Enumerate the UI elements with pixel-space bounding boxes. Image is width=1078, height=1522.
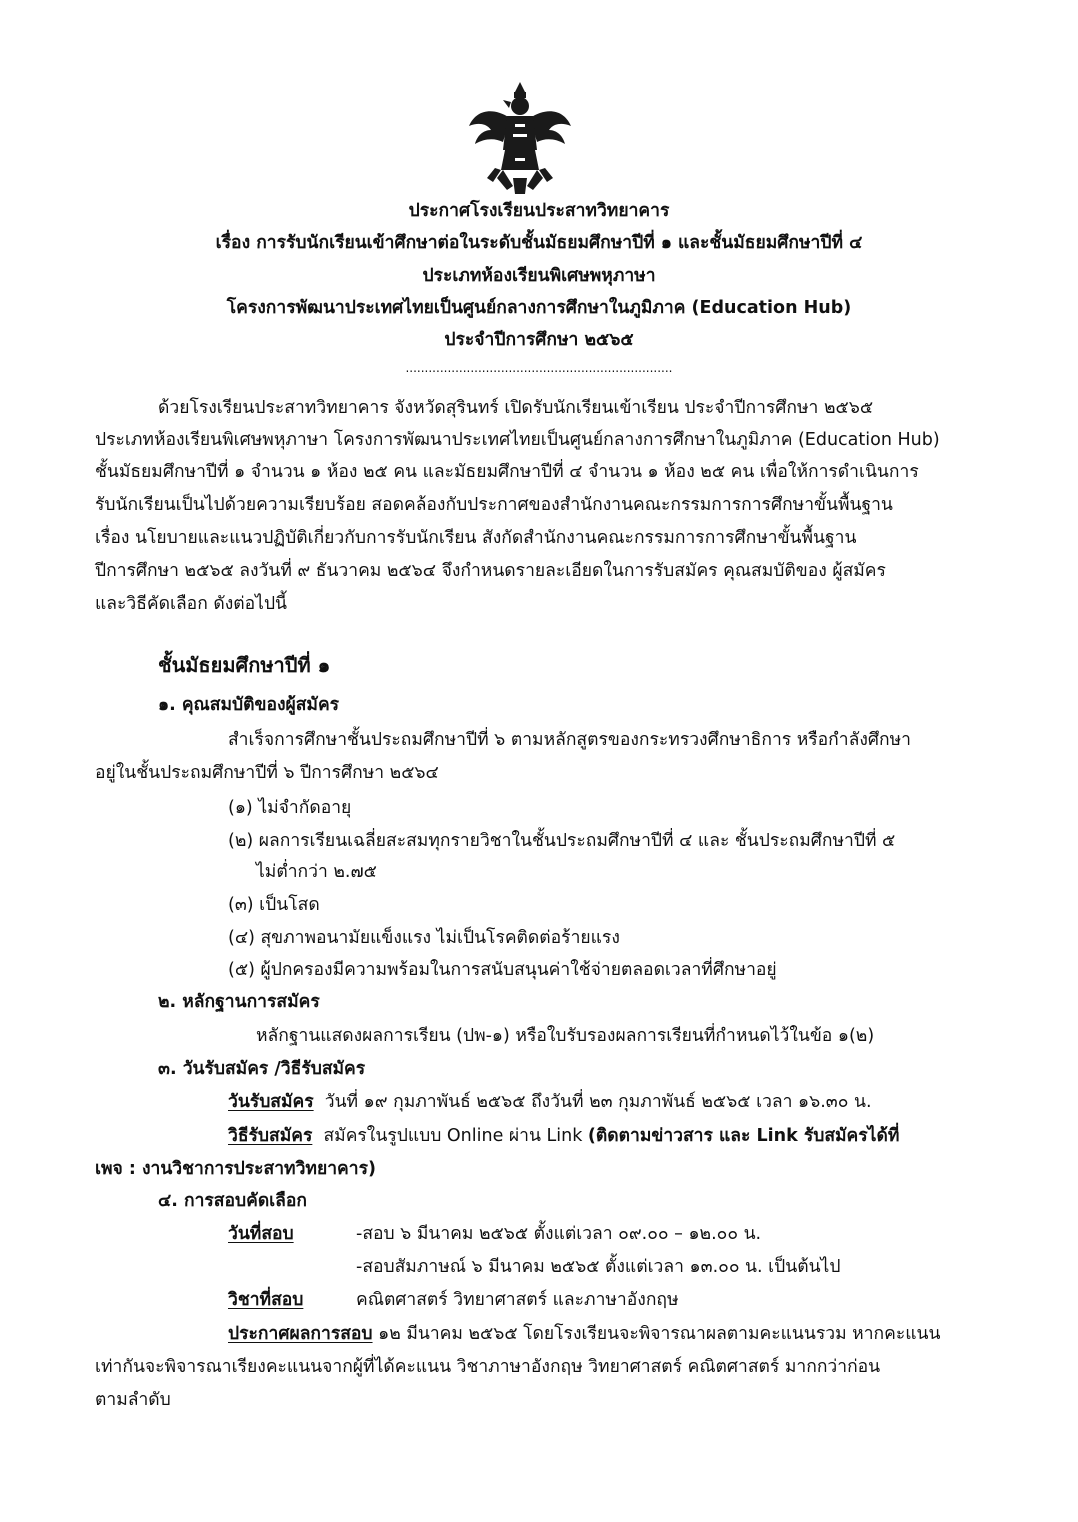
registration-method-page: เพจ : งานวิชาการประสาทวิทยาคาร) xyxy=(95,1159,376,1179)
qualification-item: (๔) สุขภาพอนามัยแข็งแรง ไม่เป็นโรคติดต่อร้ายแรง xyxy=(228,928,620,948)
academic-year: ประจำปีการศึกษา ๒๕๖๕ xyxy=(444,330,634,350)
evidence-title: ๒. หลักฐานการสมัคร xyxy=(158,992,320,1012)
intro-line: ชั้นมัธยมศึกษาปีที่ ๑ จำนวน ๑ ห้อง ๒๕ คน และมัธยมศึกษาปีที่ ๔ จำนวน ๑ ห้อง ๒๕ คน เพื่อให้การดำเนินการ xyxy=(95,462,919,482)
qualification-item: (๑) ไม่จำกัดอายุ xyxy=(228,798,352,818)
qualification-item: (๕) ผู้ปกครองมีความพร้อมในการสนับสนุนค่าใช้จ่ายตลอดเวลาที่ศึกษาอยู่ xyxy=(228,960,777,980)
exam-title: ๔. การสอบคัดเลือก xyxy=(158,1191,307,1211)
exam-result-text: ๑๒ มีนาคม ๒๕๖๕ โดยโรงเรียนจะพิจารณาผลตามคะแนนรวม หากคะแนน xyxy=(372,1324,941,1344)
garuda-emblem-icon xyxy=(465,78,575,198)
exam-date-line: -สอบ ๖ มีนาคม ๒๕๖๕ ตั้งแต่เวลา ๐๙.๐๐ – ๑๒.๐๐ น. xyxy=(356,1224,762,1244)
qualification-item: ไม่ต่ำกว่า ๒.๗๕ xyxy=(256,862,377,882)
exam-result-line: ตามลำดับ xyxy=(95,1390,171,1410)
exam-result-line: เท่ากันจะพิจารณาเรียงคะแนนจากผู้ที่ได้คะแนน วิชาภาษาอังกฤษ วิทยาศาสตร์ คณิตศาสตร์ มากกว่าก่อน xyxy=(95,1357,881,1377)
registration-date-text: วันที่ ๑๙ กุมภาพันธ์ ๒๕๖๕ ถึงวันที่ ๒๓ กุมภาพันธ์ ๒๕๖๕ เวลา ๑๖.๓๐ น. xyxy=(324,1092,872,1112)
intro-line: และวิธีคัดเลือก ดังต่อไปนี้ xyxy=(95,594,288,614)
registration-method-text: สมัครในรูปแบบ Online ผ่าน Link xyxy=(323,1126,583,1146)
qualifications-title: ๑. คุณสมบัติของผู้สมัคร xyxy=(158,695,340,715)
intro-line: ด้วยโรงเรียนประสาทวิทยาคาร จังหวัดสุรินทร์ เปิดรับนักเรียนเข้าเรียน ประจำปีการศึกษา ๒๕๖๕ xyxy=(158,398,874,418)
room-type: ประเภทห้องเรียนพิเศษพหุภาษา xyxy=(422,266,656,286)
registration-method-row xyxy=(228,1128,899,1146)
qualifications-text: อยู่ในชั้นประถมศึกษาปีที่ ๖ ปีการศึกษา ๒๕๖๔ xyxy=(95,763,439,783)
registration-method-label: วิธีรับสมัคร xyxy=(228,1126,313,1146)
registration-title: ๓. วันรับสมัคร /วิธีรับสมัคร xyxy=(158,1059,366,1079)
intro-line: ประเภทห้องเรียนพิเศษพหุภาษา โครงการพัฒนาประเทศไทยเป็นศูนย์กลางการศึกษาในภูมิภาค (Education Hub) xyxy=(95,430,940,450)
exam-subject-text: คณิตศาสตร์ วิทยาศาสตร์ และภาษาอังกฤษ xyxy=(356,1290,679,1310)
announcement-title: ประกาศโรงเรียนประสาทวิทยาคาร xyxy=(408,201,670,221)
evidence-text: หลักฐานแสดงผลการเรียน (ปพ-๑) หรือใบรับรองผลการเรียนที่กำหนดไว้ในข้อ ๑(๒) xyxy=(256,1026,875,1046)
announcement-subject: เรื่อง การรับนักเรียนเข้าศึกษาต่อในระดับชั้นมัธยมศึกษาปีที่ ๑ และชั้นมัธยมศึกษาปีที่ ๔ xyxy=(215,233,863,253)
exam-result-label: ประกาศผลการสอบ xyxy=(228,1324,373,1344)
exam-date-label: วันที่สอบ xyxy=(228,1224,294,1244)
section-heading: ชั้นมัธยมศึกษาปีที่ ๑ xyxy=(158,653,331,677)
exam-result-row xyxy=(228,1326,940,1344)
exam-subject-label: วิชาที่สอบ xyxy=(228,1290,304,1310)
intro-line: เรื่อง นโยบายและแนวปฏิบัติเกี่ยวกับการรับนักเรียน สังกัดสำนักงานคณะกรรมการการศึกษาขั้นพื้นฐาน xyxy=(95,528,857,548)
project-title: โครงการพัฒนาประเทศไทยเป็นศูนย์กลางการศึกษาในภูมิภาค (Education Hub) xyxy=(226,298,852,318)
qualification-item: (๒) ผลการเรียนเฉลี่ยสะสมทุกรายวิชาในชั้นประถมศึกษาปีที่ ๔ และ ชั้นประถมศึกษาปีที่ ๕ xyxy=(228,831,896,851)
qualification-item: (๓) เป็นโสด xyxy=(228,895,320,915)
registration-date-label: วันรับสมัคร xyxy=(228,1092,314,1112)
exam-date-line: -สอบสัมภาษณ์ ๖ มีนาคม ๒๕๖๕ ตั้งแต่เวลา ๑๓.๐๐ น. เป็นต้นไป xyxy=(356,1257,841,1277)
registration-method-note: (ติดตามข่าวสาร และ Link รับสมัครได้ที่ xyxy=(587,1126,900,1146)
intro-line: ปีการศึกษา ๒๕๖๕ ลงวันที่ ๙ ธันวาคม ๒๕๖๔ จึงกำหนดรายละเอียดในการรับสมัคร คุณสมบัติของ ผู้สมัคร xyxy=(95,561,886,581)
intro-line: รับนักเรียนเป็นไปด้วยความเรียบร้อย สอดคล้องกับประกาศของสำนักงานคณะกรรมการการศึกษาขั้นพื้นฐาน xyxy=(95,495,893,515)
qualifications-text: สำเร็จการศึกษาชั้นประถมศึกษาปีที่ ๖ ตามหลักสูตรของกระทรวงศึกษาธิการ หรือกำลังศึกษา xyxy=(228,730,911,750)
registration-date-row xyxy=(228,1094,872,1112)
separator-line: ...................................................................... xyxy=(405,361,673,375)
